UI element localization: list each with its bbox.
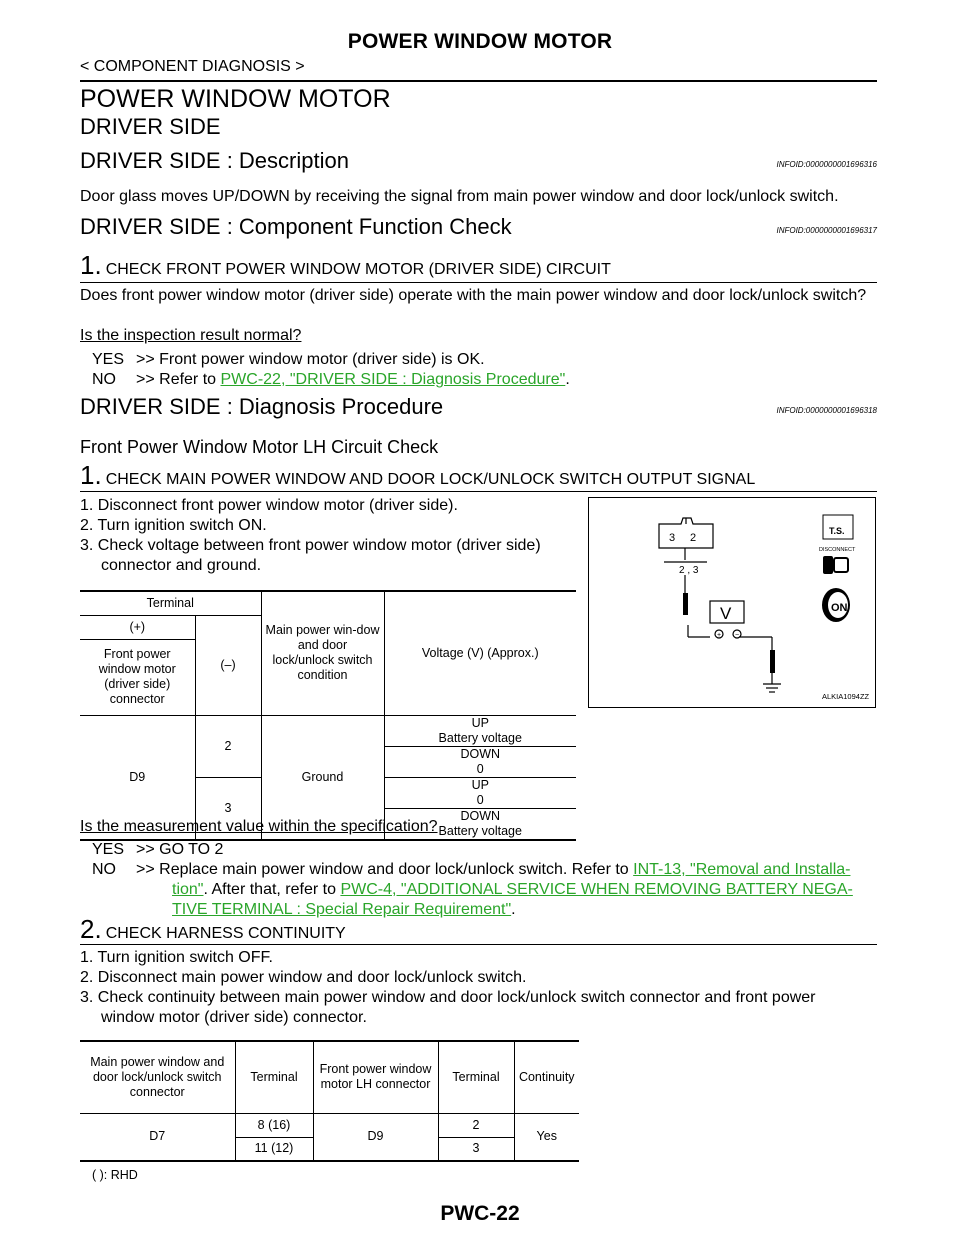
continuity-table bbox=[80, 1040, 579, 1162]
ignition-key-icon bbox=[822, 588, 850, 622]
diagnosis-procedure-link[interactable]: PWC-22, "DRIVER SIDE : Diagnosis Procedure" bbox=[220, 371, 566, 388]
disconnect-label: DISCONNECT bbox=[819, 547, 856, 553]
no-prefix: >> Replace main power window and door lock/unlock switch. Refer to bbox=[136, 861, 634, 878]
diagnosis-infoid: INFOID:0000000001696318 bbox=[776, 406, 877, 415]
positive-probe bbox=[683, 593, 688, 615]
list-item: 2. Turn ignition switch ON. bbox=[80, 517, 267, 534]
int13-link-cont[interactable]: tion" bbox=[172, 881, 204, 898]
yes-text: >> Front power window motor (driver side) is OK. bbox=[136, 351, 485, 368]
table-cell: 2 bbox=[438, 1113, 514, 1137]
ts-icon-label: T.S. bbox=[829, 526, 845, 536]
pwc4-link-cont[interactable]: TIVE TERMINAL : Special Repair Requirement" bbox=[172, 901, 512, 918]
step-number: 1. bbox=[80, 250, 102, 280]
table-row bbox=[80, 1041, 579, 1113]
disconnect-icon bbox=[823, 556, 848, 574]
table-header-plus: (+) bbox=[80, 615, 195, 639]
section-title: POWER WINDOW MOTOR bbox=[80, 85, 391, 113]
step-number: 2. bbox=[80, 914, 102, 944]
diagnosis-step-2 bbox=[80, 914, 346, 945]
table-cell-ground: Ground bbox=[261, 715, 384, 840]
condition-value: DOWN bbox=[460, 808, 501, 823]
table-cell: Yes bbox=[536, 1129, 557, 1144]
step-rule bbox=[80, 491, 877, 492]
page-header-title: POWER WINDOW MOTOR bbox=[347, 30, 613, 53]
table-header: Terminal bbox=[438, 1041, 514, 1113]
table-cell bbox=[384, 746, 576, 777]
step-title: CHECK MAIN POWER WINDOW AND DOOR LOCK/UNLOCK SWITCH OUTPUT SIGNAL bbox=[105, 471, 756, 488]
list-item: window motor (driver side) connector. bbox=[101, 1009, 367, 1026]
step-rule bbox=[80, 282, 877, 283]
no-key: NO bbox=[92, 371, 116, 388]
table-cell-connector: D9 bbox=[80, 715, 195, 840]
table-cell-terminal: 3 bbox=[195, 777, 261, 840]
step2-instructions bbox=[80, 948, 877, 1028]
list-item: 2. Disconnect main power window and door lock/unlock switch. bbox=[80, 969, 527, 986]
table-header-terminal: Terminal bbox=[80, 591, 261, 615]
description-text: Door glass moves UP/DOWN by receiving the signal from main power window and door lock/unlock switch. bbox=[80, 188, 839, 205]
page-number: PWC-22 bbox=[440, 1202, 520, 1225]
no-key: NO bbox=[92, 861, 116, 878]
table-cell bbox=[384, 777, 576, 808]
description-infoid: INFOID:0000000001696316 bbox=[776, 160, 877, 169]
voltage-value: 0 bbox=[476, 792, 484, 807]
table-row bbox=[80, 715, 576, 746]
pin-a-label: 3 bbox=[669, 532, 676, 544]
step-number: 1. bbox=[80, 460, 102, 490]
condition-value: UP bbox=[471, 777, 489, 792]
step1-result-question: Is the measurement value within the specification? bbox=[80, 818, 438, 835]
voltmeter-label: V bbox=[720, 604, 732, 623]
no-prefix: >> Refer to bbox=[136, 371, 221, 388]
ts-icon bbox=[823, 515, 853, 539]
diagnosis-heading: DRIVER SIDE : Diagnosis Procedure bbox=[80, 394, 444, 419]
function-check-yes bbox=[92, 350, 485, 370]
voltage-value: Battery voltage bbox=[438, 730, 522, 745]
table-header-minus: (–) bbox=[195, 615, 261, 715]
wiring-figure bbox=[588, 497, 876, 708]
step-rule bbox=[80, 944, 877, 945]
step1-no-cont bbox=[172, 880, 853, 900]
list-item: connector and ground. bbox=[101, 557, 262, 574]
no-mid: . After that, refer to bbox=[203, 881, 341, 898]
header-rule bbox=[80, 80, 877, 82]
function-check-no bbox=[92, 370, 570, 390]
step1-instructions bbox=[80, 496, 578, 576]
table-row bbox=[80, 591, 576, 615]
list-item: 3. Check continuity between main power window and door lock/unlock switch connector and front power bbox=[80, 989, 816, 1006]
diagnosis-step-1 bbox=[80, 460, 755, 491]
rhd-note: ( ): RHD bbox=[92, 1168, 138, 1182]
table-row bbox=[80, 1113, 579, 1137]
no-end: . bbox=[511, 901, 516, 918]
diagnosis-subheading: Front Power Window Motor LH Circuit Check bbox=[80, 437, 439, 457]
function-check-result-question: Is the inspection result normal? bbox=[80, 327, 302, 344]
table-header: Main power window and door lock/unlock switch connector bbox=[80, 1041, 235, 1113]
table-cell-terminal: 2 bbox=[195, 715, 261, 777]
pin-b-label: 2 bbox=[690, 532, 697, 544]
table-cell: D7 bbox=[80, 1113, 235, 1161]
step1-no bbox=[92, 860, 850, 880]
description-heading: DRIVER SIDE : Description bbox=[80, 148, 349, 173]
table-cell bbox=[384, 715, 576, 746]
pwc4-link[interactable]: PWC-4, "ADDITIONAL SERVICE WHEN REMOVING BATTERY NEGA- bbox=[340, 881, 853, 898]
voltage-value: Battery voltage bbox=[438, 823, 522, 838]
table-header: Continuity bbox=[518, 1069, 575, 1084]
table-header-connector: Front power window motor (driver side) connector bbox=[80, 639, 195, 715]
condition-value: DOWN bbox=[460, 746, 501, 761]
function-check-infoid: INFOID:0000000001696317 bbox=[776, 226, 877, 235]
table-header-condition: Main power win-dow and door lock/unlock switch condition bbox=[261, 591, 384, 715]
yes-key: YES bbox=[92, 841, 125, 858]
ground-probe bbox=[770, 650, 775, 673]
no-suffix: . bbox=[565, 371, 570, 388]
list-item: 1. Disconnect front power window motor (driver side). bbox=[80, 497, 458, 514]
table-cell: 11 (12) bbox=[235, 1137, 313, 1161]
list-item: 3. Check voltage between front power window motor (driver side) bbox=[80, 537, 541, 554]
table-cell: D9 bbox=[313, 1113, 438, 1161]
meter-minus-sign: − bbox=[735, 632, 740, 639]
yes-text: >> GO TO 2 bbox=[136, 841, 224, 858]
list-item: 1. Turn ignition switch OFF. bbox=[80, 949, 273, 966]
figure-code: ALKIA1094ZZ bbox=[822, 692, 870, 701]
yes-key: YES bbox=[92, 351, 125, 368]
pins-label: 2 , 3 bbox=[679, 565, 699, 576]
table-cell: 3 bbox=[438, 1137, 514, 1161]
section-subtitle: DRIVER SIDE bbox=[80, 114, 221, 139]
voltage-table bbox=[80, 590, 576, 841]
step-title: CHECK FRONT POWER WINDOW MOTOR (DRIVER SIDE) CIRCUIT bbox=[105, 261, 611, 278]
connector-diagram bbox=[589, 498, 874, 706]
table-cell: 8 (16) bbox=[235, 1113, 313, 1137]
condition-value: UP bbox=[471, 715, 489, 730]
table-header: Terminal bbox=[235, 1041, 313, 1113]
breadcrumb: < COMPONENT DIAGNOSIS > bbox=[80, 58, 305, 75]
table-header: Front power window motor LH connector bbox=[313, 1041, 438, 1113]
voltage-value: 0 bbox=[476, 761, 484, 776]
step1-yes bbox=[92, 840, 223, 860]
meter-plus-sign: + bbox=[717, 632, 722, 639]
int13-link[interactable]: INT-13, "Removal and Installa- bbox=[633, 861, 851, 878]
ignition-on-label: ON bbox=[831, 602, 848, 614]
step-title: CHECK HARNESS CONTINUITY bbox=[105, 925, 346, 942]
table-header-voltage: Voltage (V) (Approx.) bbox=[421, 645, 539, 660]
function-check-heading: DRIVER SIDE : Component Function Check bbox=[80, 214, 512, 239]
function-check-step bbox=[80, 250, 611, 281]
function-check-question: Does front power window motor (driver side) operate with the main power window and door lock/unlock switch? bbox=[80, 287, 867, 304]
